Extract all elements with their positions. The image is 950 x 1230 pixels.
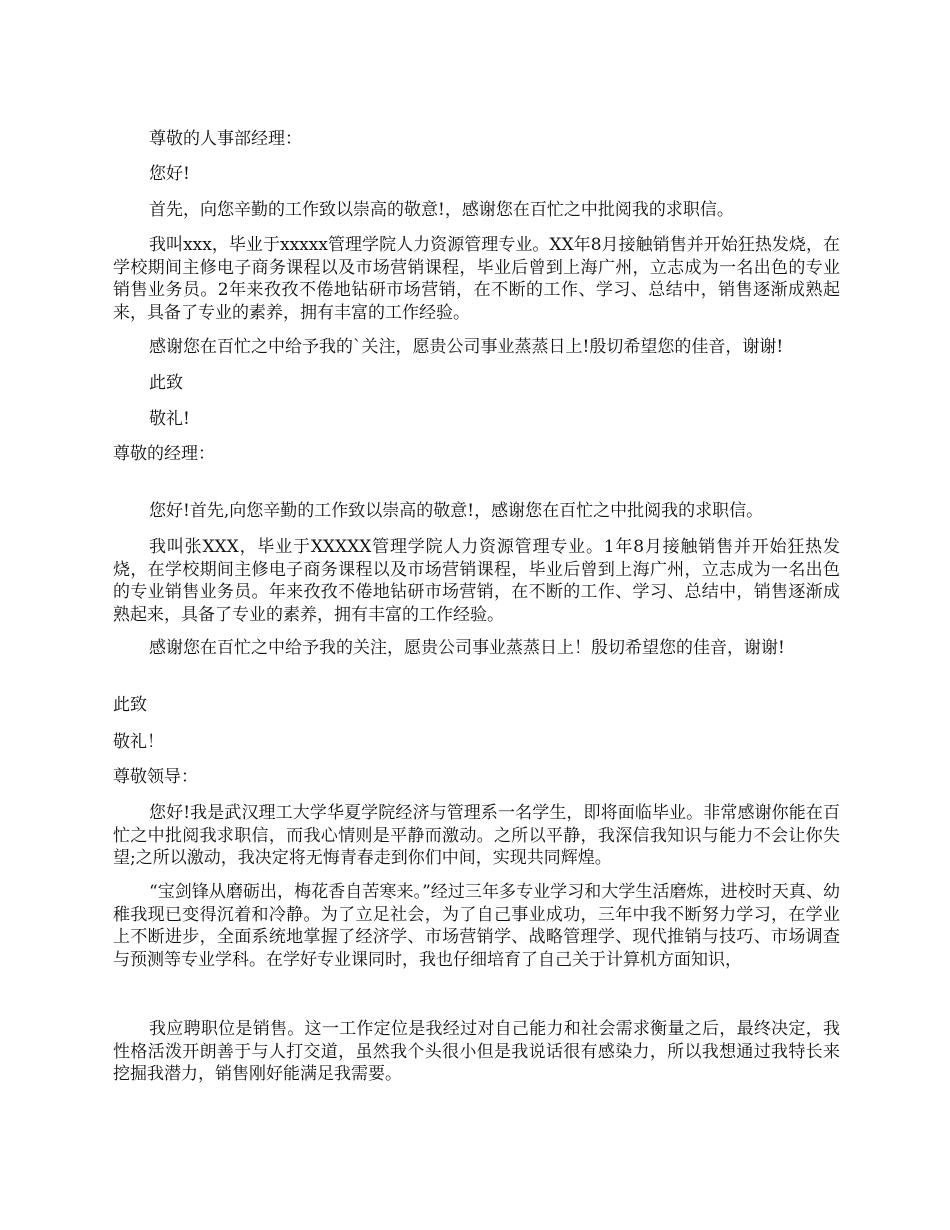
letter1-closing2: 敬礼! bbox=[149, 409, 190, 429]
letter2-closing2: 敬礼！ bbox=[113, 732, 164, 752]
letter3-para3: 我应聘职位是销售。这一工作定位是我经过对自己能力和社会需求衡量之后，最终决定，我性格活泼开朗善于与人打交道，虽然我个头很小但是我说话很有感染力，所以我想通过我特长来挖掘我潜力，销售刚好能满足我需要。 bbox=[113, 1019, 840, 1084]
letter2-body: 我叫张XXX，毕业于XXXXX管理学院人力资源管理专业。1年8月接触销售并开始狂热发烧，在学校期间主修电子商务课程以及市场营销课程，毕业后曾到上海广州，立志成为一名出色的专业销售业务员。年来孜孜不倦地钻研市场营销，在不断的工作、学习、总结中，销售逐渐成熟起来，具备了专业的素养，拥有丰富的工作经验。 bbox=[113, 537, 840, 625]
letter1-closing1: 此致 bbox=[149, 373, 183, 393]
letter1-greeting: 您好! bbox=[149, 164, 190, 184]
letter2-salutation: 尊敬的经理： bbox=[113, 444, 215, 464]
letter2-closing1: 此致 bbox=[113, 695, 147, 715]
letter3-para2: “宝剑锋从磨砺出，梅花香自苦寒来。”经过三年多专业学习和大学生活磨炼，进校时天真、幼稚我现已变得沉着和冷静。为了立足社会，为了自己事业成功，三年中我不断努力学习，在学业上不断进步，全面系统地掌握了经济学、市场营销学、战略管理学、现代推销与技巧、市场调查与预测等专业学科。在学好专业课同时，我也仔细培育了自己关于计算机方面知识， bbox=[113, 882, 840, 970]
letter3-para1: 您好!我是武汉理工大学华夏学院经济与管理系一名学生，即将面临毕业。非常感谢你能在百忙之中批阅我求职信，而我心情则是平静而激动。之所以平静，我深信我知识与能力不会让你失望;之所以激动，我决定将无悔青春走到你们中间，实现共同辉煌。 bbox=[113, 803, 840, 868]
letter1-opening: 首先，向您辛勤的工作致以崇高的敬意!，感谢您在百忙之中批阅我的求职信。 bbox=[149, 200, 734, 220]
letter2-greeting: 您好!首先,向您辛勤的工作致以崇高的敬意!，感谢您在百忙之中批阅我的求职信。 bbox=[149, 501, 764, 521]
letter2-thanks: 感谢您在百忙之中给予我的关注，愿贵公司事业蒸蒸日上！殷切希望您的佳音，谢谢! bbox=[149, 638, 785, 658]
letter1-body: 我叫xxx，毕业于xxxxx管理学院人力资源管理专业。XX年8月接触销售并开始狂热发烧，在学校期间主修电子商务课程以及市场营销课程，毕业后曾到上海广州，立志成为一名出色的专业销售业务员。2年来孜孜不倦地钻研市场营销，在不断的工作、学习、总结中，销售逐渐成熟起来，具备了专业的素养，拥有丰富的工作经验。 bbox=[113, 235, 840, 323]
letter1-salutation: 尊敬的人事部经理： bbox=[149, 129, 302, 149]
letter3-salutation: 尊敬领导： bbox=[113, 767, 198, 787]
letter1-thanks: 感谢您在百忙之中给予我的`关注，愿贵公司事业蒸蒸日上!殷切希望您的佳音，谢谢! bbox=[149, 337, 784, 357]
